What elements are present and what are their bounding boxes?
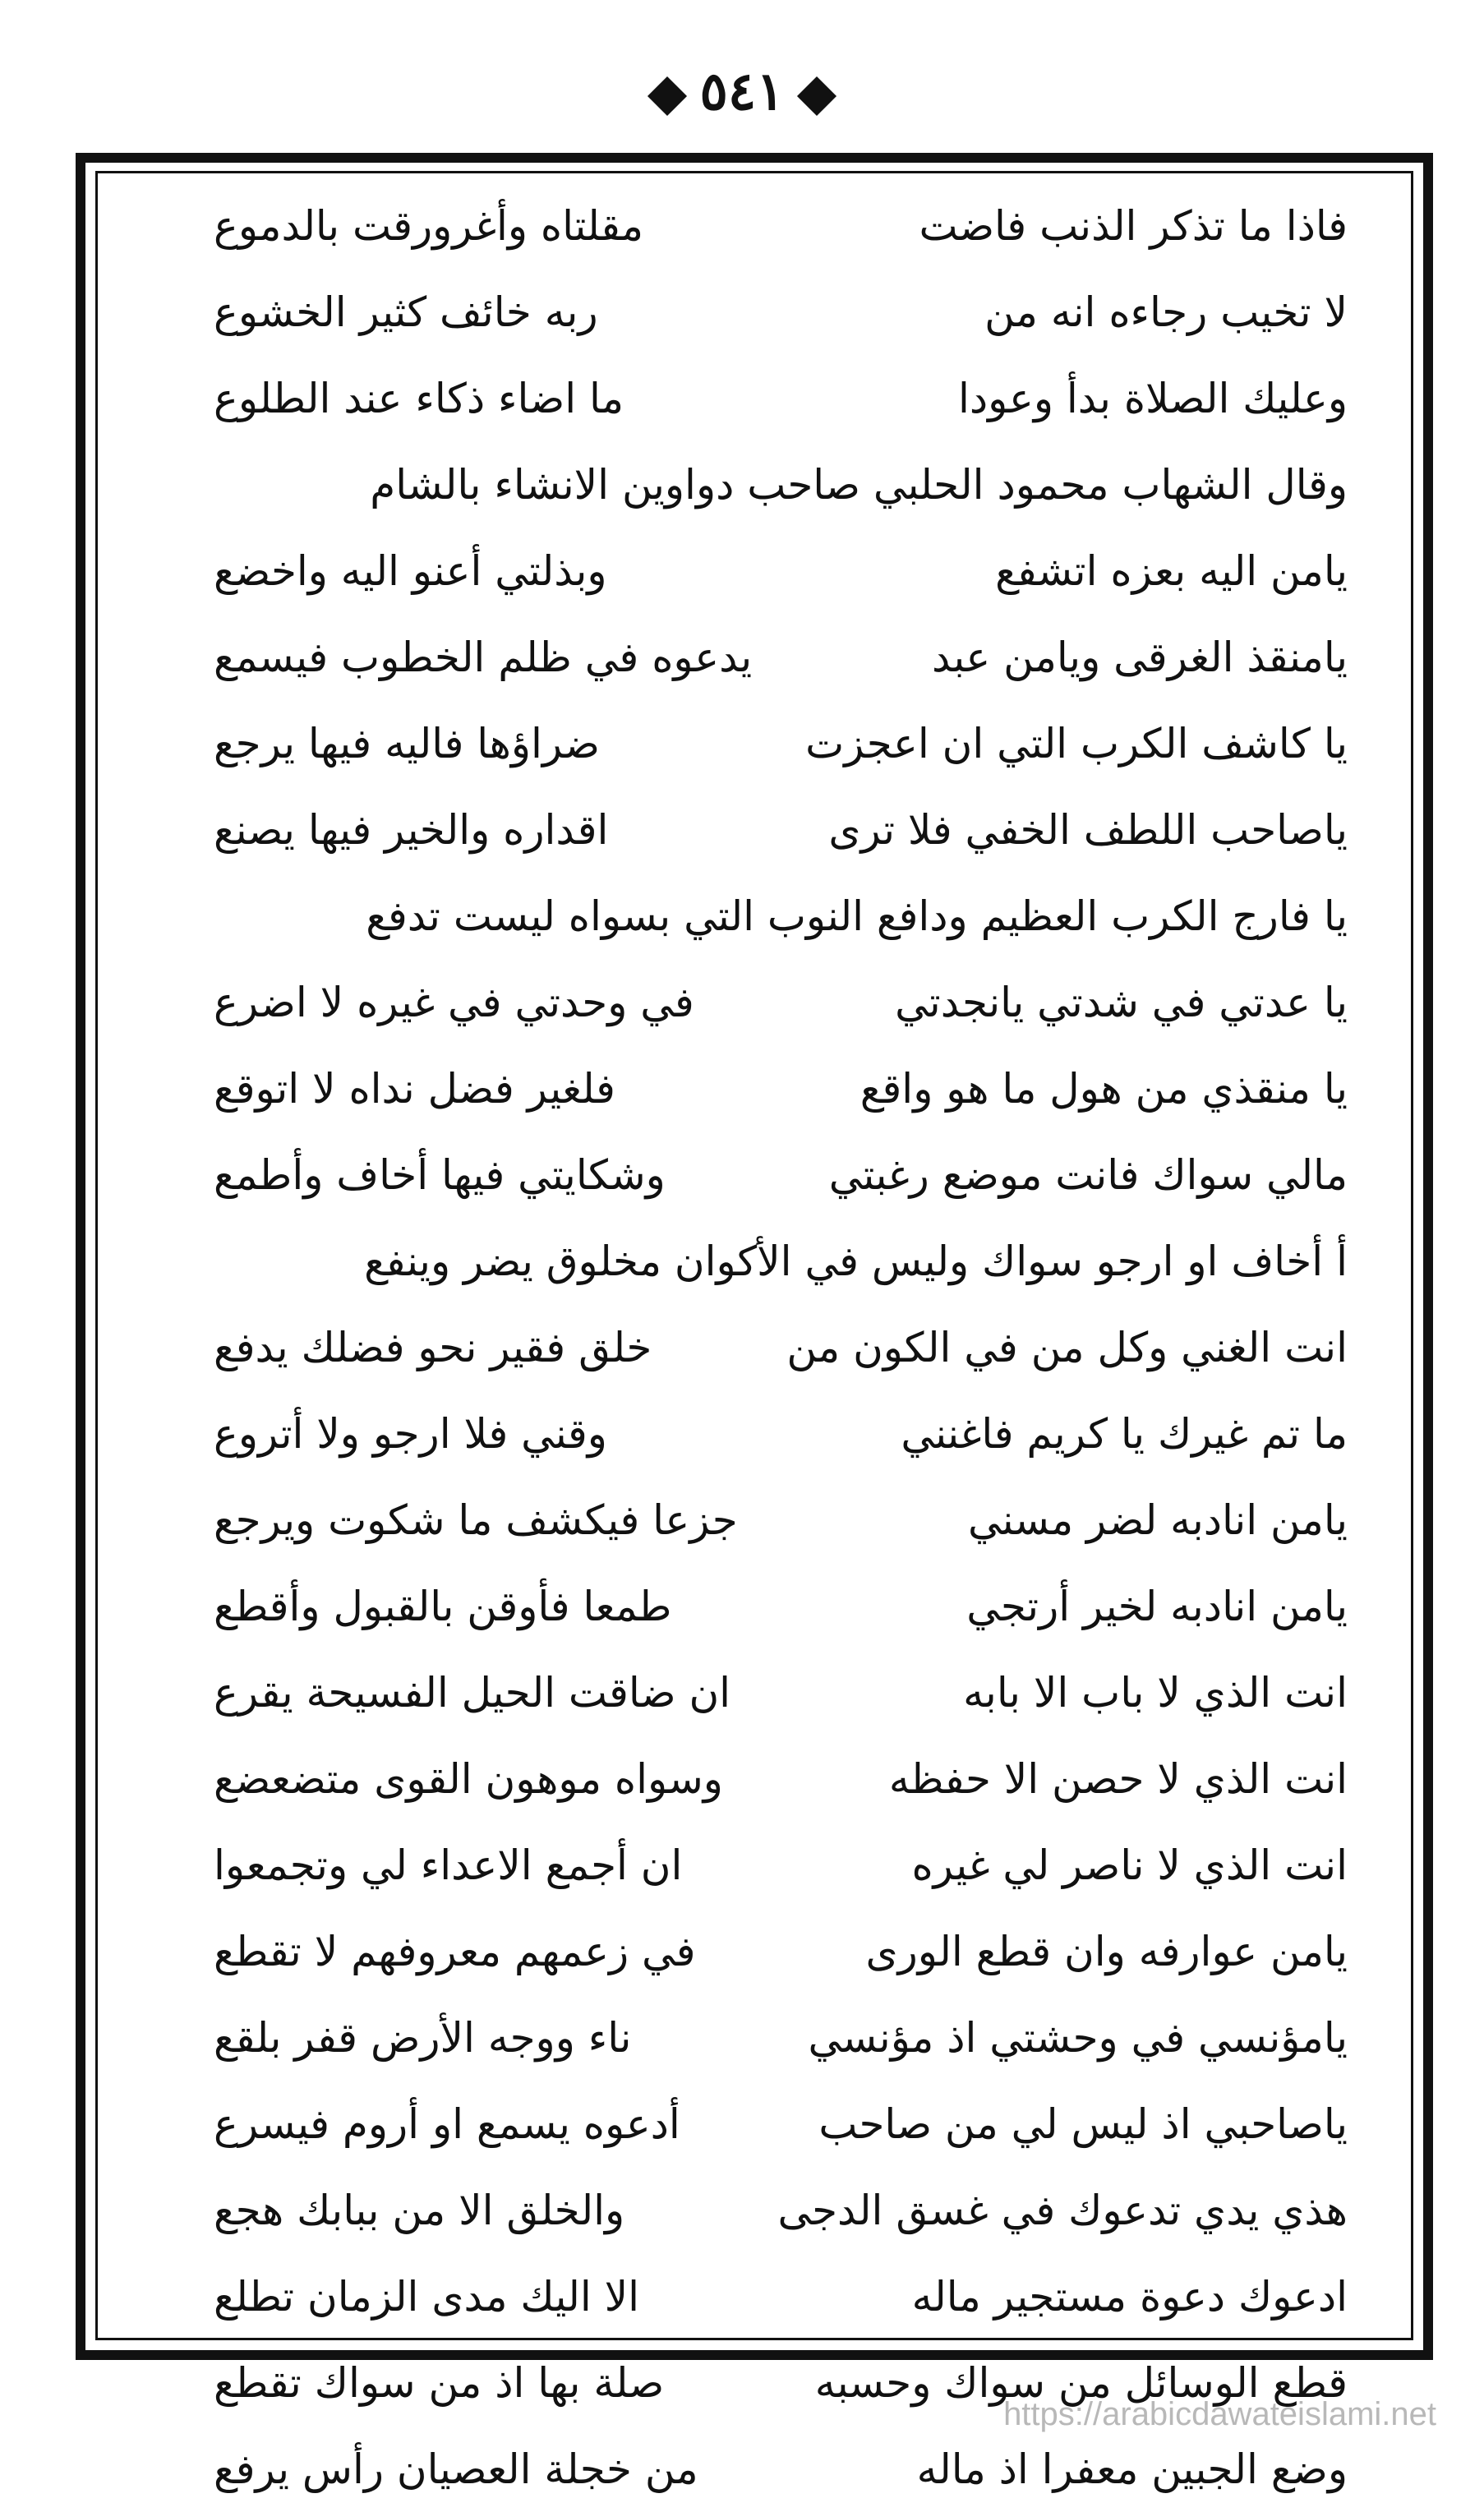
second-hemistich: فلغير فضل نداه لا اتوقع <box>214 1064 615 1113</box>
ornament-icon <box>648 76 687 115</box>
first-hemistich: ادعوك دعوة مستجير ماله <box>911 2272 1348 2321</box>
first-hemistich: ياصاحبي اذ ليس لي من صاحب <box>818 2099 1348 2148</box>
verse-line <box>214 1563 1348 1649</box>
second-hemistich: خلق فقير نحو فضلك يدفع <box>214 1323 652 1371</box>
second-hemistich: مقلتاه وأغرورقت بالدموع <box>214 201 644 250</box>
first-hemistich: وضع الجبين معفرا اذ ماله <box>916 2445 1348 2493</box>
verse-line <box>214 2167 1348 2253</box>
second-hemistich: صلة بها اذ من سواك تقطع <box>214 2358 665 2407</box>
watermark-url: https://arabicdawateislami.net <box>1003 2396 1436 2432</box>
heading-line: وقال الشهاب محمود الحلبي صاحب دواوين الانشاء بالشام <box>370 460 1348 509</box>
first-hemistich: يامؤنسي في وحشتي اذ مؤنسي <box>808 2013 1348 2062</box>
verse-line <box>214 1908 1348 1994</box>
first-hemistich: مالي سواك فانت موضع رغبتي <box>828 1150 1348 1199</box>
second-hemistich: الا اليك مدى الزمان تطلع <box>214 2272 640 2321</box>
first-hemistich: ما تم غيرك يا كريم فاغنني <box>901 1409 1348 1458</box>
second-hemistich: وسواه موهون القوى متضعضع <box>214 1754 723 1803</box>
second-hemistich: أدعوه يسمع او أروم فيسرع <box>214 2099 680 2148</box>
verse-line <box>214 614 1348 700</box>
second-hemistich: ضراؤها فاليه فيها يرجع <box>214 719 600 767</box>
first-hemistich: قطع الوسائل من سواك وحسبه <box>814 2358 1348 2407</box>
second-hemistich: يدعوه في ظلم الخطوب فيسمع <box>214 633 753 681</box>
first-hemistich: يا عدتي في شدتي يانجدتي <box>895 978 1348 1026</box>
full-line: يا فارج الكرب العظيم ودافع النوب التي بسواه ليست تدفع <box>366 892 1348 940</box>
second-hemistich: اقداره والخير فيها يصنع <box>214 805 609 854</box>
verse-line <box>214 1735 1348 1822</box>
verse-line <box>214 959 1348 1045</box>
first-hemistich: يا كاشف الكرب التي ان اعجزت <box>805 719 1348 767</box>
first-hemistich: يامن انادبه لخير أرتجي <box>966 1582 1348 1630</box>
first-hemistich: هذي يدي تدعوك في غسق الدجى <box>777 2186 1348 2234</box>
verse-line <box>214 1304 1348 1390</box>
verse-line <box>214 1045 1348 1132</box>
verse-line <box>214 1132 1348 1218</box>
first-hemistich: يامن انادبه لضر مسني <box>967 1496 1348 1544</box>
page-number <box>0 51 1484 133</box>
first-hemistich: يامن اليه بعزه اتشفع <box>995 546 1348 595</box>
first-hemistich: يامنقذ الغرقى ويامن عبد <box>932 633 1348 681</box>
first-hemistich: فاذا ما تذكر الذنب فاضت <box>919 201 1348 250</box>
second-hemistich: من خجلة العصيان رأس يرفع <box>214 2445 698 2493</box>
ornament-icon <box>797 76 836 115</box>
text-block <box>214 182 1348 2512</box>
full-line: أ أخاف او ارجو سواك وليس في الأكوان مخلوق يضر وينفع <box>364 1237 1348 1285</box>
second-hemistich: ربه خائف كثير الخشوع <box>214 288 598 336</box>
second-hemistich: وشكايتي فيها أخاف وأطمع <box>214 1150 666 1199</box>
second-hemistich: وبذلتي أعنو اليه واخضع <box>214 546 607 595</box>
verse-line <box>214 182 1348 269</box>
verse-line <box>214 355 1348 441</box>
first-hemistich: وعليك الصلاة بدأ وعودا <box>958 374 1348 422</box>
second-hemistich: وقني فلا ارجو ولا أتروع <box>214 1409 607 1458</box>
second-hemistich: والخلق الا من ببابك هجع <box>214 2186 625 2234</box>
second-hemistich: ان ضاقت الحيل الفسيحة يقرع <box>214 1668 731 1717</box>
verse-line <box>214 1390 1348 1477</box>
verse-line <box>214 786 1348 873</box>
first-hemistich: انت الغني وكل من في الكون من <box>786 1323 1348 1371</box>
verse-line <box>214 700 1348 786</box>
second-hemistich: ناء ووجه الأرض قفر بلقع <box>214 2013 632 2062</box>
verse-line <box>214 528 1348 614</box>
first-hemistich: انت الذي لا ناصر لي غيره <box>911 1841 1348 1889</box>
first-hemistich: لا تخيب رجاءه انه من <box>984 288 1348 336</box>
first-hemistich: انت الذي لا حصن الا حفظه <box>888 1754 1348 1803</box>
second-hemistich: طمعا فأوقن بالقبول وأقطع <box>214 1582 672 1630</box>
verse-line <box>214 2253 1348 2339</box>
second-hemistich: ان أجمع الاعداء لي وتجمعوا <box>214 1841 683 1889</box>
first-hemistich: يامن عوارفه وان قطع الورى <box>865 1927 1348 1975</box>
verse-line <box>214 1822 1348 1908</box>
first-hemistich: انت الذي لا باب الا بابه <box>963 1668 1348 1717</box>
verse-line <box>214 1994 1348 2081</box>
second-hemistich: جزعا فيكشف ما شكوت ويرجع <box>214 1496 738 1544</box>
verse-line <box>214 269 1348 355</box>
verse-line <box>214 1649 1348 1735</box>
first-hemistich: يا منقذي من هول ما هو واقع <box>860 1064 1348 1113</box>
second-hemistich: في زعمهم معروفهم لا تقطع <box>214 1927 696 1975</box>
verse-line <box>214 1477 1348 1563</box>
second-hemistich: في وحدتي في غيره لا اضرع <box>214 978 694 1026</box>
page-number-text: ٥٤١ <box>699 61 785 122</box>
second-hemistich: ما اضاء ذكاء عند الطلوع <box>214 374 624 422</box>
verse-line <box>214 2081 1348 2167</box>
first-hemistich: ياصاحب اللطف الخفي فلا ترى <box>828 805 1348 854</box>
verse-line <box>214 2426 1348 2512</box>
